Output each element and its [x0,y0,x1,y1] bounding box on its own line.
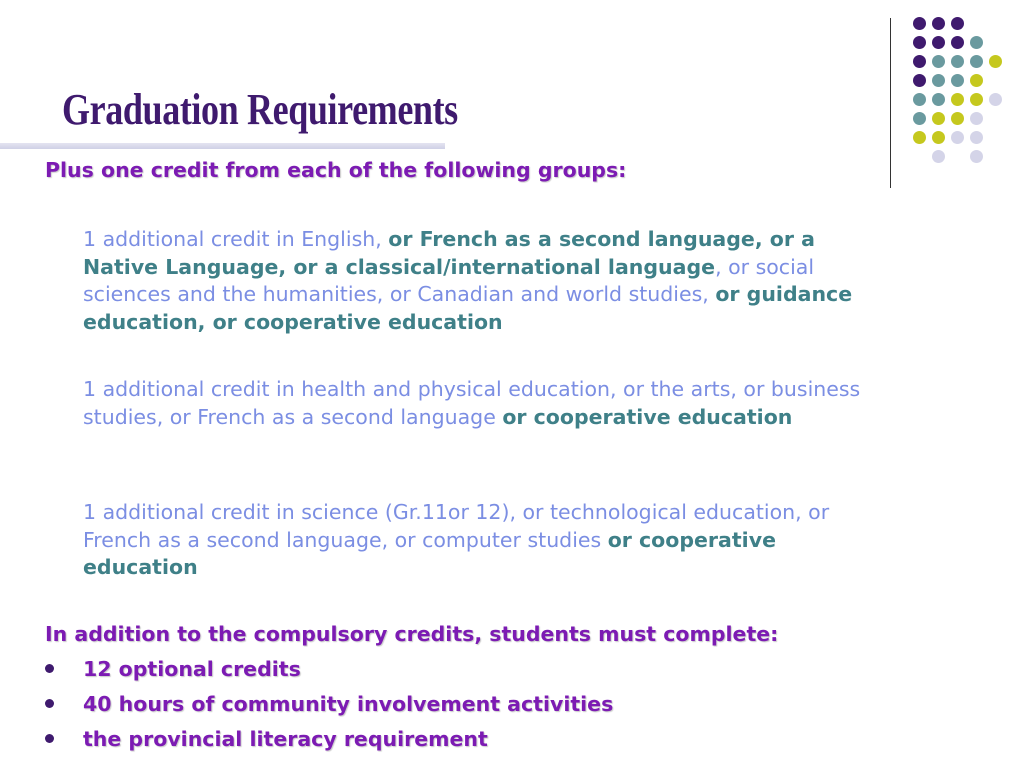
decorative-dot [970,74,983,87]
group-text: , or social sciences and the humanities, or Canadian and world studies, [83,254,815,306]
decorative-dot [951,55,964,68]
group-number: 1 [83,377,97,401]
decorative-dot [970,150,983,163]
addition-heading: In addition to the compulsory credits, students must complete: [45,622,779,646]
decorative-dot [951,36,964,49]
bullet-icon [45,664,54,673]
list-item-label: 12 optional credits [83,657,301,681]
decorative-dot [989,93,1002,106]
decorative-dot [932,131,945,144]
decorative-dot [951,74,964,87]
decorative-dot [913,55,926,68]
decorative-dot [970,131,983,144]
group-text: additional credit in health and physical education, or the arts, or business studies, or French as a second language [83,377,861,429]
decorative-dot [951,17,964,30]
slide-title: Graduation Requirements [62,85,458,134]
intro-heading: Plus one credit from each of the following groups: [45,158,627,182]
group-emphasis: or French as a second language, or a Native Language, or a classical/international language [83,227,815,279]
group-health [83,376,873,431]
group-text: additional credit in English, [96,227,389,251]
decorative-dot [932,112,945,125]
group-text: additional credit in science (Gr.11or 12), or technological education, or French as a second language, or computer studies [83,500,830,552]
list-item [45,655,613,690]
decorative-dot [913,36,926,49]
decorative-dot [913,17,926,30]
requirements-list [45,655,613,760]
decorative-dot [932,150,945,163]
decorative-dot [951,131,964,144]
decorative-dot [932,93,945,106]
decorative-divider [890,18,891,188]
decorative-dot [970,93,983,106]
bullet-icon [45,699,54,708]
decorative-dot [932,55,945,68]
decorative-dot [951,93,964,106]
list-item [45,725,613,760]
group-emphasis: or cooperative education [83,527,776,579]
decorative-dot [970,36,983,49]
decorative-dot [913,131,926,144]
list-item-label: the provincial literacy requirement [83,727,488,751]
decorative-dot [913,93,926,106]
decorative-dot [932,17,945,30]
decorative-dot [970,112,983,125]
decorative-dot [970,55,983,68]
decorative-dot [951,112,964,125]
decorative-dot [932,74,945,87]
group-emphasis: or guidance education, or cooperative education [83,282,853,334]
decorative-dot [989,55,1002,68]
list-item [45,690,613,725]
decorative-dot [932,36,945,49]
bullet-icon [45,734,54,743]
decorative-dot [913,74,926,87]
title-underline [0,143,445,149]
group-english [83,226,873,336]
decorative-dot [913,112,926,125]
list-item-label: 40 hours of community involvement activities [83,692,614,716]
group-science [83,499,873,582]
group-emphasis: or cooperative education [502,404,793,429]
group-number: 1 [83,500,97,524]
group-number: 1 [83,227,97,251]
